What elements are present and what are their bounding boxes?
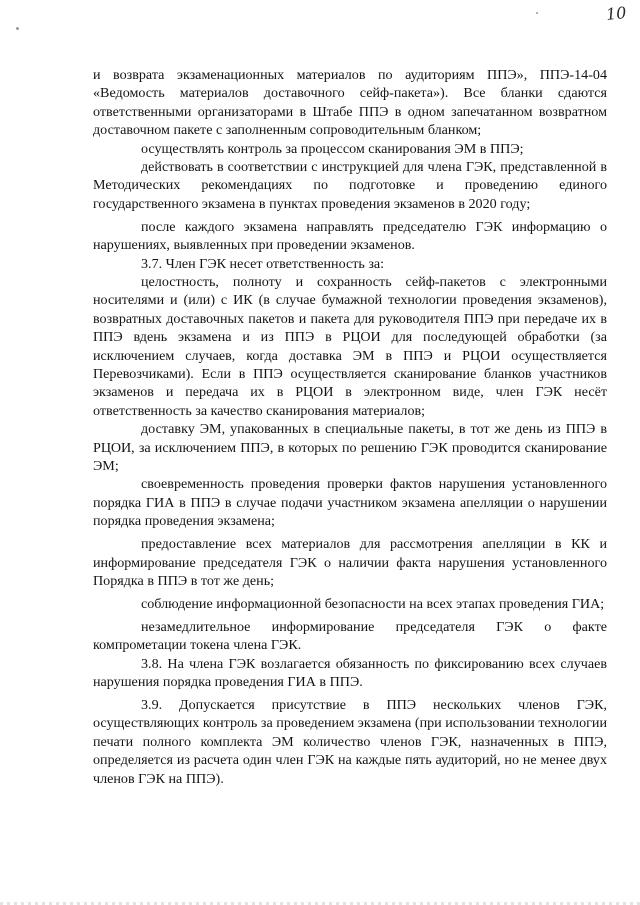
paragraph: незамедлительное информирование председателя ГЭК о факте компрометации токена члена ГЭК. bbox=[93, 618, 607, 654]
paragraph: после каждого экзамена направлять председателю ГЭК информацию о нарушениях, выявленных при проведении экзаменов. bbox=[93, 218, 607, 254]
page-number: 10 bbox=[604, 2, 627, 25]
scan-speck bbox=[16, 27, 19, 30]
paragraph: предоставление всех материалов для рассмотрения апелляции в КК и информирование председателя ГЭК о наличии факта нарушения установленного Порядка в ППЭ в тот же день; bbox=[93, 536, 607, 589]
paragraph: доставку ЭМ, упакованных в специальные пакеты, в тот же день из ППЭ в РЦОИ, за исключением ППЭ, в которых по решению ГЭК проводится сканирование ЭМ; bbox=[93, 421, 607, 475]
paragraph: целостность, полноту и сохранность сейф-пакетов с электронными носителями и (или) с ИК (в случае бумажной технологии проведения экзаменов), возвратных доставочных пакетов и пакета для руководителя ППЭ при передаче их в ППЭ вдень экзамена и из ППЭ в РЦОИ для последующей обработки (за исключением случаев, когда доставка ЭМ в ППЭ и РЦОИ осуществляется Перевозчиками). Если в ППЭ осуществляется сканирование бланков участников экзаменов и передача их в РЦОИ в электронном виде, член ГЭК несёт ответственность за качество сканирования материалов; bbox=[93, 273, 607, 419]
document-body bbox=[93, 66, 607, 788]
paragraph: осуществлять контроль за процессом сканирования ЭМ в ППЭ; bbox=[141, 140, 524, 157]
section-heading: 3.7. Член ГЭК несет ответственность за: bbox=[141, 255, 385, 272]
paragraph: и возврата экзаменационных материалов по аудиториям ППЭ», ППЭ-14-04 «Ведомость материалов доставочного сейф-пакета»). Все бланки сдаются ответственными организаторами в Штабе ППЭ в одном запечатанном возвратном доставочном пакете с заполненным сопроводительным бланком; bbox=[93, 67, 607, 139]
paragraph: действовать в соответствии с инструкцией для члена ГЭК, представленной в Методических рекомендациях по подготовке и проведению единого государственного экзамена в пунктах проведения экзаменов в 2020 году; bbox=[93, 159, 607, 212]
paragraph: своевременность проведения проверки фактов нарушения установленного порядка ГИА в ППЭ в случае подачи участником экзамена апелляции о нарушении порядка проведения экзамена; bbox=[93, 476, 607, 530]
paragraph: соблюдение информационной безопасности на всех этапах проведения ГИА; bbox=[141, 595, 605, 612]
scan-speck bbox=[536, 12, 538, 14]
paragraph: 3.9. Допускается присутствие в ППЭ нескольких членов ГЭК, осуществляющих контроль за проведением экзамена (при использовании технологии печати полного комплекта ЭМ количество членов ГЭК, назначенных в ППЭ, определяется из расчета один член ГЭК на каждые пять аудиторий, но не менее двух членов ГЭК на ППЭ). bbox=[93, 696, 607, 787]
paragraph: 3.8. На члена ГЭК возлагается обязанность по фиксированию всех случаев нарушения порядка проведения ГИА в ППЭ. bbox=[93, 655, 607, 690]
